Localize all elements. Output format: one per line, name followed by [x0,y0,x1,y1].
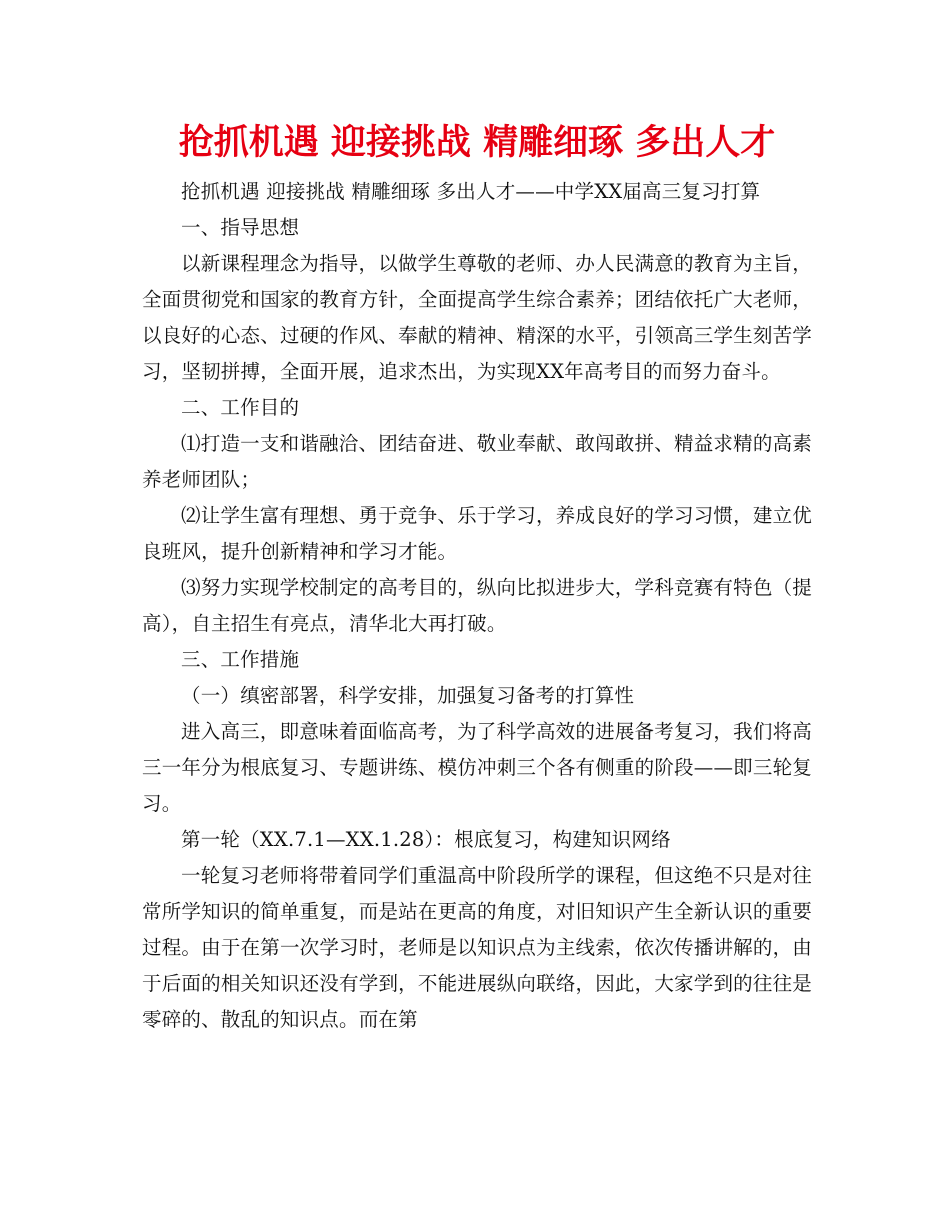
document-title: 抢抓机遇 迎接挑战 精雕细琢 多出人才 [178,123,776,163]
section-heading-work-measures: 三、工作措施 [181,648,300,671]
body-paragraph: 进入高三，即意味着面临高考，为了科学高效的进展备考复习，我们将高三一年分为根底复习、专题讲练、模仿冲刺三个各有侧重的阶段——即三轮复习。 [142,720,812,815]
body-paragraph: 一轮复习老师将带着同学们重温高中阶段所学的课程，但这绝不只是对往常所学知识的简单重复，而是站在更高的角度，对旧知识产生全新认识的重要过程。由于在第一次学习时，老师是以知识点为主线索，依次传播讲解的，由于后面的相关知识还没有学到，不能进展纵向联络，因此，大家学到的往往是零碎的、散乱的知识点。而在第 [142,864,812,1031]
section-heading-guiding-ideas: 一、指导思想 [181,216,300,239]
body-paragraph: 以新课程理念为指导，以做学生尊敬的老师、办人民满意的教育为主旨，全面贯彻党和国家的教育方针，全面提高学生综合素养；团结依托广大老师，以良好的心态、过硬的作风、奉献的精神、精深的水平，引领高三学生刻苦学习，坚韧拼搏，全面开展，追求杰出，为实现XX年高考目的而努力奋斗。 [142,252,812,383]
goal-item-1: ⑴打造一支和谐融洽、团结奋进、敬业奉献、敢闯敢拼、精益求精的高素养老师团队； [142,432,812,491]
document-page [142,118,812,1038]
section-heading-work-goals: 二、工作目的 [181,396,300,419]
round-heading-1: 第一轮（XX.7.1—XX.1.28）：根底复习，构建知识网络 [181,828,671,851]
goal-item-3: ⑶努力实现学校制定的高考目的，纵向比拟进步大，学科竞赛有特色（提高），自主招生有亮点，清华北大再打破。 [142,576,812,635]
intro-paragraph: 抢抓机遇 迎接挑战 精雕细琢 多出人才——中学XX届高三复习打算 [181,180,761,203]
goal-item-2: ⑵让学生富有理想、勇于竞争、乐于学习，养成良好的学习习惯，建立优良班风，提升创新精神和学习才能。 [142,504,812,563]
subsection-heading-1: （一）缜密部署，科学安排，加强复习备考的打算性 [181,684,635,707]
